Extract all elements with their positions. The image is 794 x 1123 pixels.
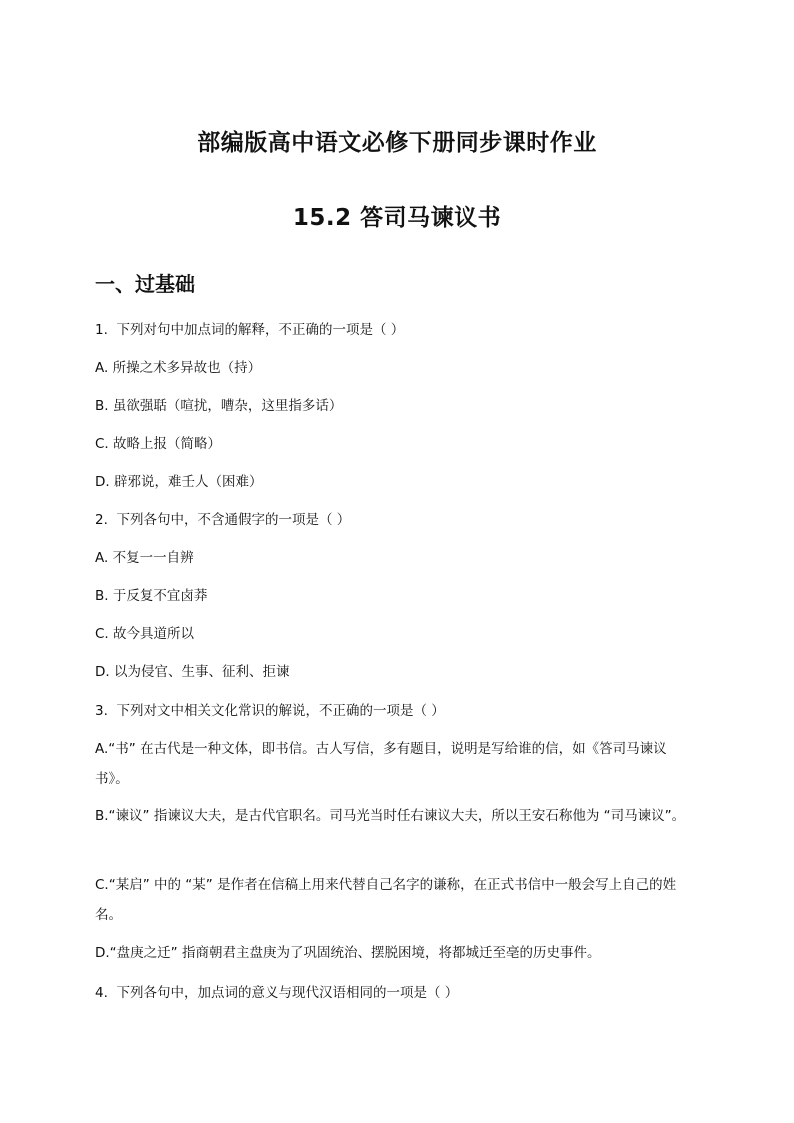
question-3-stem: 3. 下列对文中相关文化常识的解说，不正确的一项是（ ） — [95, 703, 445, 719]
question-4-stem: 4. 下列各句中，加点词的意义与现代汉语相同的一项是（ ） — [95, 985, 459, 1001]
question-1-stem: 1. 下列对句中加点词的解释，不正确的一项是（ ） — [95, 322, 405, 338]
question-3-option-a: A.“书” 在古代是一种文体，即书信。古人写信，多有题目，说明是写给谁的信，如《答司马谏议书》。 — [95, 741, 667, 787]
question-2-stem: 2. 下列各句中，不含通假字的一项是（ ） — [95, 512, 351, 528]
question-1-option-c: C. 故略上报（简略） — [95, 436, 222, 452]
question-2-option-b: B. 于反复不宜卤莽 — [95, 588, 208, 604]
question-1-option-a: A. 所操之术多异故也（持） — [95, 360, 262, 376]
question-2-option-c: C. 故今具道所以 — [95, 626, 195, 642]
question-1-option-b: B. 虽欲强聒（喧扰，嘈杂，这里指多话） — [95, 398, 343, 414]
question-3-option-d: D.“盘庚之迁” 指商朝君主盘庚为了巩固统治、摆脱困境，将都城迁至亳的历史事件。 — [95, 945, 601, 961]
question-3-option-c: C.“某启” 中的 “某” 是作者在信稿上用来代替自己名字的谦称，在正式书信中一般会写上自己的姓名。 — [95, 877, 677, 923]
question-1-option-d: D. 辟邪说，难壬人（困难） — [95, 474, 263, 490]
section-heading: 一、过基础 — [95, 272, 195, 296]
question-3-option-b: B.“谏议” 指谏议大夫，是古代官职名。司马光当时任右谏议大夫，所以王安石称他为 “司马谏议”。 — [95, 808, 686, 824]
lesson-title: 15.2 答司马谏议书 — [292, 205, 502, 231]
question-2-option-d: D. 以为侵官、生事、征利、拒谏 — [95, 664, 290, 680]
question-2-option-a: A. 不复一一自辨 — [95, 550, 194, 566]
document-title: 部编版高中语文必修下册同步课时作业 — [197, 130, 597, 156]
